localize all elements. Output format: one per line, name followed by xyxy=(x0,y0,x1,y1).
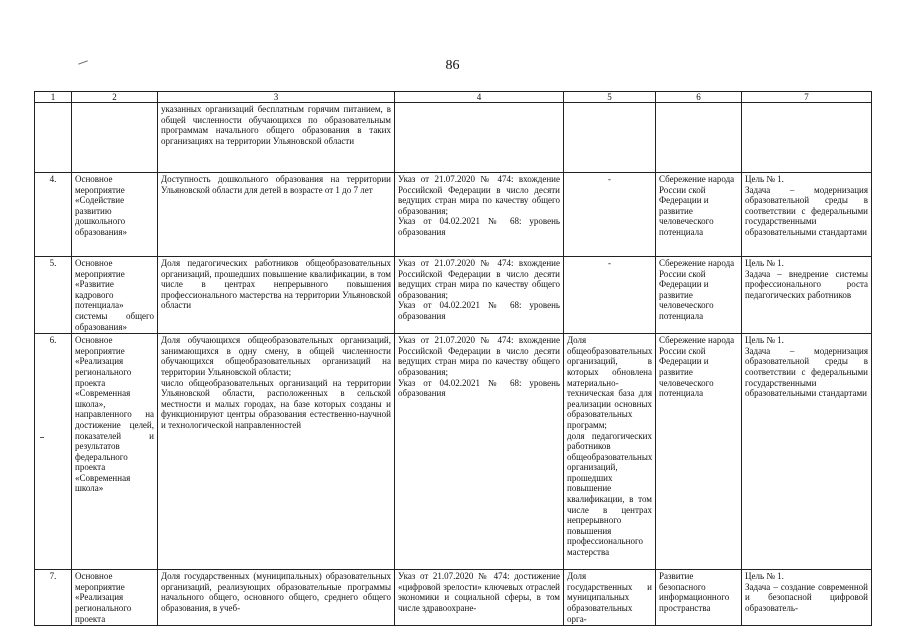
indicator-text: Доступность дошкольного образования на территории Ульяновской области для детей в возрасте от 1 до 7 лет xyxy=(158,173,395,257)
column-header-6: 6 xyxy=(656,92,742,103)
measure-name: Основное мероприятие «Реализация регионального проекта «Современная школа», направленного на достижение целей, показателей и результатов федерального проекта «Современная школа» xyxy=(72,334,158,570)
decree-text: Указ от 21.07.2020 № 474: вхождение Российской Федерации в число десяти ведущих стран мира по качеству общего образования; Указ от 04.02.2021 № 68: уровень образования xyxy=(395,334,564,570)
column-header-2: 2 xyxy=(72,92,158,103)
column-header-1: 1 xyxy=(35,92,72,103)
measure-name: Основное мероприятие «Развитие кадрового потенциала» системы общего образования» xyxy=(72,257,158,334)
table-row xyxy=(35,173,872,257)
table-row xyxy=(35,334,872,570)
program-goal: Цель № 1. Задача – создание современной и безопасной цифровой образователь- xyxy=(742,570,872,626)
decree-text xyxy=(395,103,564,173)
column-header-3: 3 xyxy=(158,92,395,103)
program-goal: Цель № 1. Задача – модернизация образовательной среды в соответствии с федеральными государственными образовательными стандартами xyxy=(742,173,872,257)
project-indicator: - xyxy=(564,173,656,257)
national-goal: Сбережение народа России ской Федерации и развитие человеческого потенциала xyxy=(656,334,742,570)
page-number: 86 xyxy=(445,58,460,73)
decree-text: Указ от 21.07.2020 № 474: вхождение Российской Федерации в число десяти ведущих стран мира по качеству общего образования; Указ от 04.02.2021 № 68: уровень образования xyxy=(395,257,564,334)
indicator-text: указанных организаций бесплатным горячим питанием, в общей численности обучающихся по образовательным программам начального общего образования в таких организациях на территории Ульяновской области xyxy=(158,103,395,173)
program-goal: Цель № 1. Задача – внедрение системы профессионального роста педагогических работников xyxy=(742,257,872,334)
indicator-text: Доля педагогических работников общеобразовательных организаций, прошедших повышение квалификации, в том числе в центрах непрерывного повышения профессионального мастерства на территории Ульяновской области xyxy=(158,257,395,334)
column-header-5: 5 xyxy=(564,92,656,103)
measure-name: Основное мероприятие «Содействие развитию дошкольного образования» xyxy=(72,173,158,257)
decree-text: Указ от 21.07.2020 № 474: достижение «цифровой зрелости» ключевых отраслей экономики и социальной сферы, в том числе здравоохране- xyxy=(395,570,564,626)
row-number xyxy=(35,103,72,173)
header-row xyxy=(35,92,872,103)
decree-text: Указ от 21.07.2020 № 474: вхождение Российской Федерации в число десяти ведущих стран мира по качеству общего образования; Указ от 04.02.2021 № 68: уровень образования xyxy=(395,173,564,257)
national-goal: Развитие безопасного информационного пространства xyxy=(656,570,742,626)
program-goal xyxy=(742,103,872,173)
column-header-7: 7 xyxy=(742,92,872,103)
national-goal xyxy=(656,103,742,173)
national-goal: Сбережение народа России ской Федерации и развитие человеческого потенциала xyxy=(656,257,742,334)
column-header-4: 4 xyxy=(395,92,564,103)
row-number: 4. xyxy=(35,173,72,257)
row-number: 5. xyxy=(35,257,72,334)
project-indicator: Доля общеобразовательных организаций, в которых обновлена материально-техническая база для реализации основных образовательных программ; доля педагогических работников общеобразовательных организаций, прошедших повышение квалификации, в том числе в центрах непрерывного повышения профессионального мастерства xyxy=(564,334,656,570)
table-row xyxy=(35,570,872,626)
program-goal: Цель № 1. Задача – модернизация образовательной среды в соответствии с федеральными государственными образовательными стандартами xyxy=(742,334,872,570)
row-number: 7. xyxy=(35,570,72,626)
table-row xyxy=(35,257,872,334)
goals-table xyxy=(34,91,872,626)
project-indicator: Доля государственных и муниципальных образовательных орга- xyxy=(564,570,656,626)
table-row xyxy=(35,103,872,173)
row-number: 6. xyxy=(35,334,72,570)
measure-name xyxy=(72,103,158,173)
indicator-text: Доля обучающихся общеобразовательных организаций, занимающихся в одну смену, в общей численности обучающихся общеобразовательных организаций на территории Ульяновской области; число общеобразовательных организаций на территории Ульяновской области, расположенных в сельской местности и малых городах, на базе которых созданы и функционируют центры образования естественно-научной и технологической направленностей xyxy=(158,334,395,570)
project-indicator: - xyxy=(564,257,656,334)
indicator-text: Доля государственных (муниципальных) образовательных организаций, реализующих образовательные программы начального общего, основного общего, среднего общего образования, в учеб- xyxy=(158,570,395,626)
project-indicator xyxy=(564,103,656,173)
national-goal: Сбережение народа России ской Федерации и развитие человеческого потенциала xyxy=(656,173,742,257)
measure-name: Основное мероприятие «Реализация регионального проекта xyxy=(72,570,158,626)
